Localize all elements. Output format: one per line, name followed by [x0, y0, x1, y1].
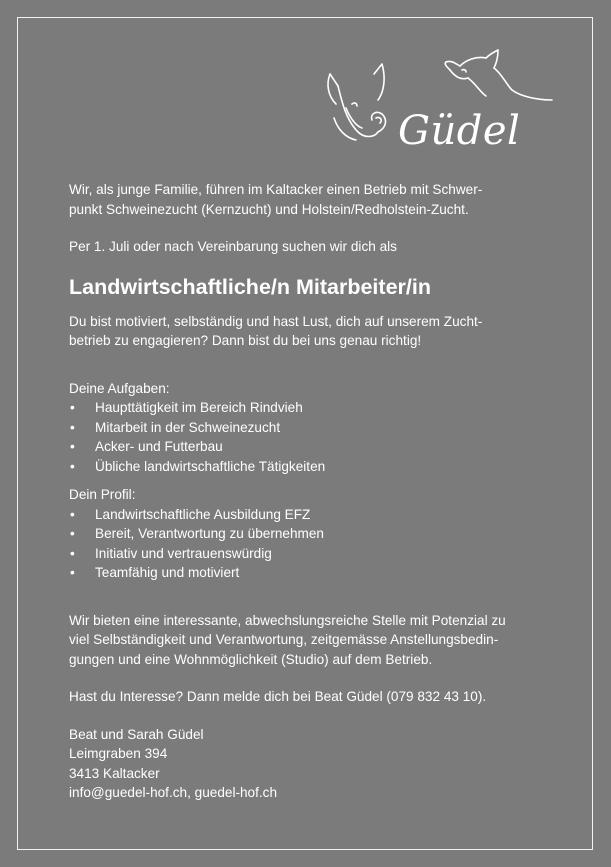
- city: 3413 Kaltacker: [69, 765, 160, 781]
- list-item: • Mitarbeit in der Schweinezucht: [69, 418, 549, 438]
- profile-heading: Dein Profil:: [69, 487, 136, 502]
- address-block: [69, 725, 549, 803]
- offer-line: Wir bieten eine interessante, abwechslungsreiche Stelle mit Potenzial zu: [69, 612, 506, 628]
- intro-paragraph: [69, 180, 549, 219]
- tasks-list: [69, 398, 549, 476]
- logo: [316, 44, 556, 164]
- contact-names: Beat und Sarah Güdel: [69, 726, 204, 742]
- offer-line: gungen und eine Wohnmöglichkeit (Studio) auf dem Betrieb.: [69, 651, 433, 667]
- list-item: • Haupttätigkeit im Bereich Rindvieh: [69, 398, 549, 418]
- start-date-text: Per 1. Juli oder nach Vereinbarung suchen wir dich als: [69, 239, 397, 254]
- list-item: • Übliche landwirtschaftliche Tätigkeiten: [69, 457, 549, 477]
- list-item: • Teamfähig und motiviert: [69, 563, 549, 583]
- email-web-links[interactable]: info@guedel-hof.ch, guedel-hof.ch: [69, 785, 278, 800]
- intro-line: Wir, als junge Familie, führen im Kaltacker einen Betrieb mit Schwer-: [69, 182, 483, 197]
- job-ad-body: [69, 180, 549, 803]
- list-item: • Acker- und Futterbau: [69, 437, 549, 457]
- pitch-paragraph: [69, 312, 549, 351]
- offer-paragraph: [69, 611, 549, 670]
- tasks-heading: Deine Aufgaben:: [69, 380, 170, 396]
- list-item: • Initiativ und vertrauenswürdig: [69, 544, 549, 564]
- logo-text: Güdel: [398, 108, 521, 154]
- intro-line: punkt Schweinezucht (Kernzucht) und Holstein/Redholstein-Zucht.: [69, 201, 469, 217]
- pitch-line: betrieb zu engagieren? Dann bist du bei uns genau richtig!: [69, 333, 422, 348]
- profile-list: [69, 505, 549, 583]
- street: Leimgraben 394: [69, 746, 168, 761]
- list-item: • Landwirtschaftliche Ausbildung EFZ: [69, 505, 549, 525]
- contact-call-text: Hast du Interesse? Dann melde dich bei Beat Güdel (079 832 43 10).: [69, 689, 487, 704]
- pitch-line: Du bist motiviert, selbständig und hast Lust, dich auf unserem Zucht-: [69, 313, 483, 329]
- offer-line: viel Selbständigkeit und Verantwortung, zeitgemässe Anstellungsbedin-: [69, 632, 499, 647]
- job-title: Landwirtschaftliche/n Mitarbeiter/in: [69, 274, 431, 299]
- list-item: • Bereit, Verantwortung zu übernehmen: [69, 524, 549, 544]
